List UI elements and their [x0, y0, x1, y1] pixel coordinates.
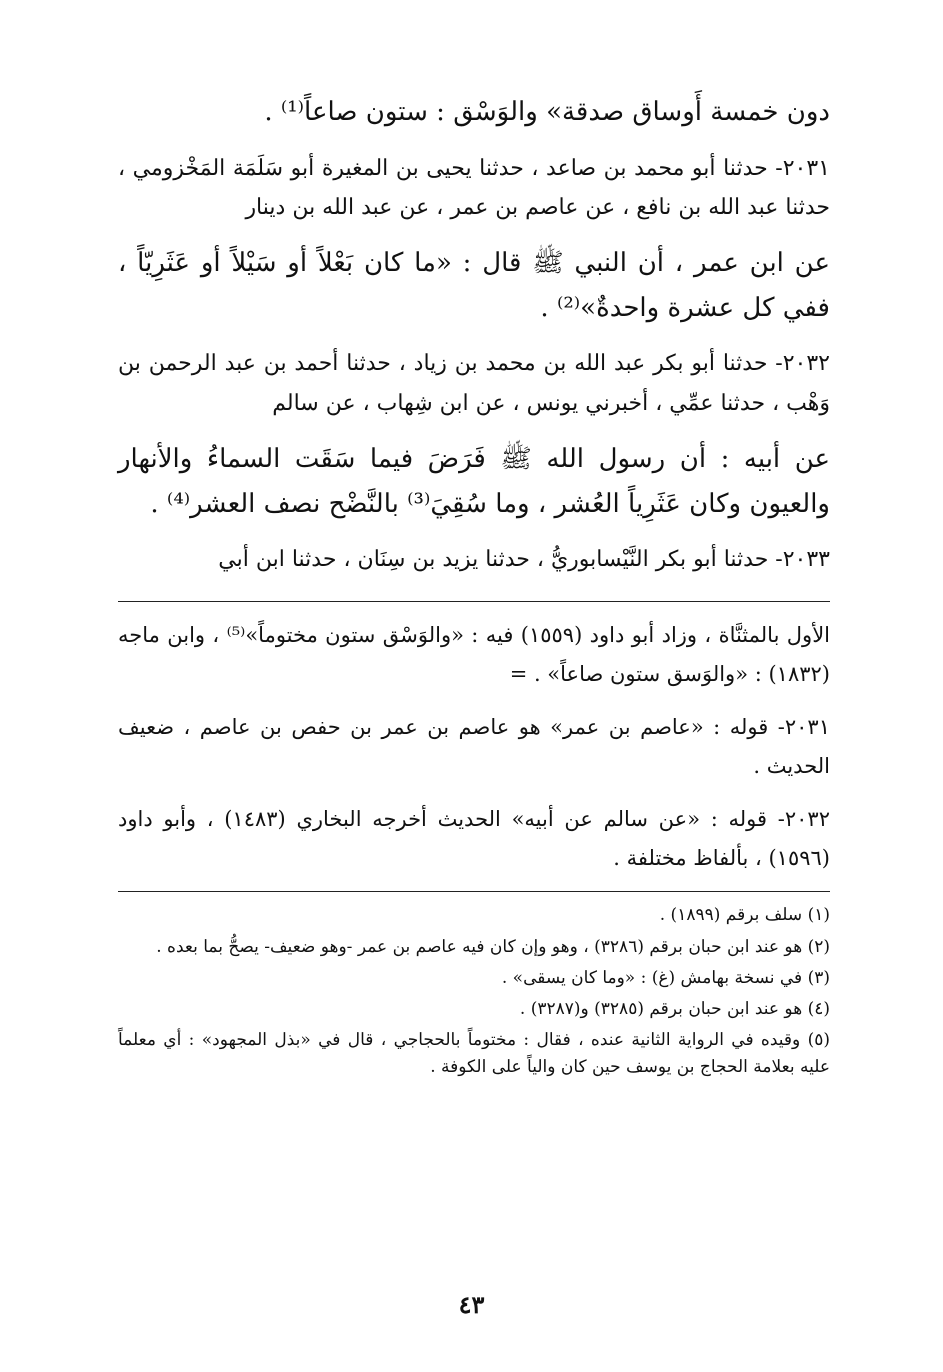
- main-text: [118, 90, 830, 579]
- hadith-2031-matn: عن ابن عمر ، أن النبي ﷺ قال : «ما كان بَعْلاً أو سَيْلاً أو عَثَرِيّاً ، ففي كل عشرة واحدةٌ»⁽²⁾ .: [118, 248, 830, 323]
- commentary-paragraph: ٢٠٣١- قوله : «عاصم بن عمر» هو عاصم بن عمر بن حفص بن عاصم ، ضعيف الحديث .: [118, 715, 830, 778]
- hadith-2033-isnad: ٢٠٣٣- حدثنا أبو بكر النَّيْسابوريُّ ، حدثنا يزيد بن سِنَان ، حدثنا ابن أبي: [218, 547, 830, 573]
- hadith-2032-isnad: ٢٠٣٢- حدثنا أبو بكر عبد الله بن محمد بن زياد ، حدثنا أحمد بن عبد الرحمن بن وَهْب ، حدثنا عمِّي ، أخبرني يونس ، عن ابن شِهاب ، عن سالم: [118, 351, 830, 416]
- hadith-2032-matn: عن أبيه : أن رسول الله ﷺ فَرَضَ فيما سَقَت السماءُ والأنهار والعيون وكان عَثَرِياً العُشر ، وما سُقِيَ⁽³⁾ بالنَّضْح نصف العشر⁽⁴⁾ .: [118, 443, 830, 519]
- hadith-2031-isnad: ٢٠٣١- حدثنا أبو محمد بن صاعد ، حدثنا يحيى بن المغيرة أبو سَلَمَة المَخْزومي ، حدثنا عبد الله بن نافع ، عن عاصم بن عمر ، عن عبد الله بن دينار: [118, 155, 830, 220]
- commentary-paragraph: ٢٠٣٢- قوله : «عن سالم عن أبيه» الحديث أخرجه البخاري (١٤٨٣) ، وأبو داود (١٥٩٦) ، بألفاظ مختلفة .: [118, 806, 830, 870]
- commentary-divider: [118, 601, 830, 602]
- footnote-3: (٣) في نسخة بهامش (غ) : «وما كان يسقى» .: [501, 967, 830, 988]
- footnote-1: (١) سلف برقم (١٨٩٩) .: [659, 905, 830, 926]
- commentary-paragraph: الأول بالمثنَّاة ، وزاد أبو داود (١٥٥٩) فيه : «والوَسْق ستون مختوماً»⁽⁵⁾ ، وابن ماجه (١٨٣٢) : «والوَسق ستون صاعاً» . =: [118, 623, 831, 687]
- footnotes-section: [118, 902, 830, 1081]
- footnote-2: (٢) هو عند ابن حبان برقم (٣٢٨٦) ، وهو وإن كان فيه عاصم بن عمر -وهو ضعيف- يصحُّ بما بعده .: [156, 936, 830, 957]
- page-number: ٤٣: [458, 1290, 485, 1319]
- footnote-4: (٤) هو عند ابن حبان برقم (٣٢٨٥) و(٣٢٨٧) .: [519, 999, 830, 1019]
- footnotes-divider: [118, 891, 830, 892]
- footnote-5: (٥) وقيده في الرواية الثانية عنده ، فقال : مختوماً بالحجاجي ، قال في «بذل المجهود» : أي معلماً عليه بعلامة الحجاج بن يوسف حين كان والياً على الكوفة .: [118, 1030, 830, 1078]
- page-body: [118, 90, 830, 1086]
- main-paragraph: دون خمسة أَوساق صدقة» والوَسْق : ستون صاعاً⁽¹⁾ .: [264, 97, 830, 127]
- commentary-section: [118, 616, 830, 877]
